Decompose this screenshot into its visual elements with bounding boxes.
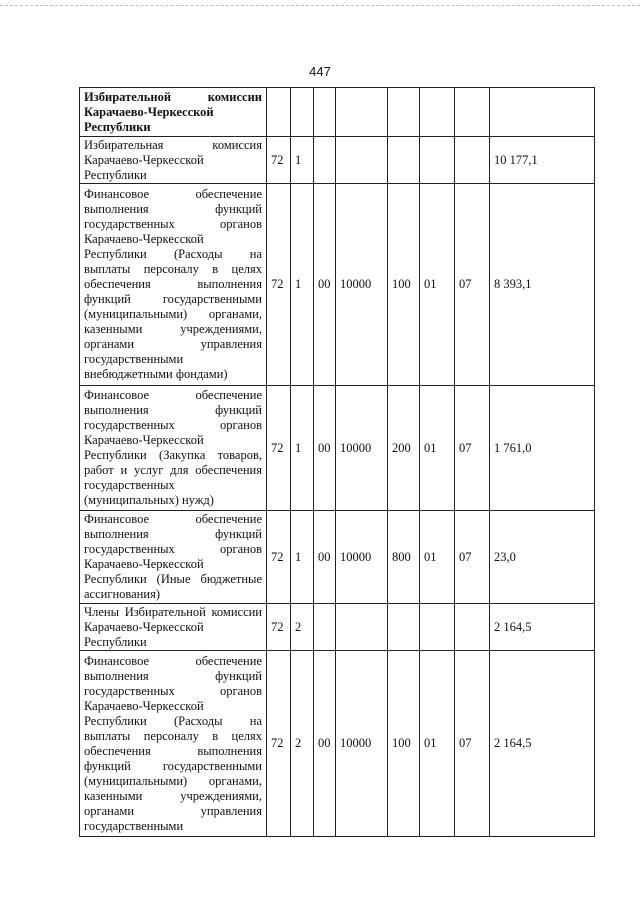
cell-rz: 2 xyxy=(291,604,314,651)
row-name: Члены Избирательной комиссии Карачаево-Черкесской Республики xyxy=(80,604,267,651)
cell-rz: 1 xyxy=(291,137,314,184)
cell-k1 xyxy=(420,604,455,651)
budget-table xyxy=(79,87,595,837)
cell-k1: 01 xyxy=(420,184,455,386)
table-row xyxy=(80,88,595,137)
cell-rz: 1 xyxy=(291,511,314,604)
table-row xyxy=(80,651,595,837)
row-name: Избирательной комиссии Карачаево-Черкесской Республики xyxy=(80,88,267,137)
cell-vr: 200 xyxy=(388,386,420,511)
cell-sum: 23,0 xyxy=(490,511,595,604)
cell-ved: 72 xyxy=(267,651,291,837)
row-name: Финансовое обеспечение выполнения функций государственных органов Карачаево-Черкесской Республики (Закупка товаров, работ и услуг для обеспечения государственных (муниципальных) нужд) xyxy=(80,386,267,511)
table-row xyxy=(80,604,595,651)
cell-sum: 2 164,5 xyxy=(490,651,595,837)
cell-vr xyxy=(388,88,420,137)
cell-sum xyxy=(490,88,595,137)
cell-k2: 07 xyxy=(455,184,490,386)
cell-sum: 10 177,1 xyxy=(490,137,595,184)
cell-csr xyxy=(336,137,388,184)
cell-sum: 2 164,5 xyxy=(490,604,595,651)
cell-k1 xyxy=(420,137,455,184)
cell-prz xyxy=(314,137,336,184)
cell-prz: 00 xyxy=(314,511,336,604)
cell-k2: 07 xyxy=(455,511,490,604)
cell-ved: 72 xyxy=(267,511,291,604)
cell-csr: 10000 xyxy=(336,386,388,511)
cell-ved: 72 xyxy=(267,184,291,386)
cell-csr: 10000 xyxy=(336,184,388,386)
cell-rz: 2 xyxy=(291,651,314,837)
cell-rz xyxy=(291,88,314,137)
row-name: Финансовое обеспечение выполнения функций государственных органов Карачаево-Черкесской Республики (Иные бюджетные ассигнования) xyxy=(80,511,267,604)
cell-prz: 00 xyxy=(314,386,336,511)
table-row xyxy=(80,137,595,184)
cell-sum: 1 761,0 xyxy=(490,386,595,511)
cell-vr xyxy=(388,137,420,184)
cell-ved: 72 xyxy=(267,604,291,651)
cell-k1: 01 xyxy=(420,386,455,511)
page-number: 447 xyxy=(309,64,331,79)
row-name: Финансовое обеспечение выполнения функций государственных органов Карачаево-Черкесской Республики (Расходы на выплаты персоналу в целях обеспечения выполнения функций государственными (муниципальными) органами, казенными учреждениями, органами управления государственными xyxy=(80,651,267,837)
cell-prz xyxy=(314,88,336,137)
cell-vr: 800 xyxy=(388,511,420,604)
row-name: Избирательная комиссия Карачаево-Черкесской Республики xyxy=(80,137,267,184)
cell-k1 xyxy=(420,88,455,137)
cell-csr xyxy=(336,88,388,137)
table-row xyxy=(80,184,595,386)
table-row xyxy=(80,511,595,604)
cell-vr: 100 xyxy=(388,651,420,837)
scan-edge-line xyxy=(0,5,640,6)
cell-prz: 00 xyxy=(314,184,336,386)
cell-k2 xyxy=(455,88,490,137)
cell-k1: 01 xyxy=(420,651,455,837)
cell-ved: 72 xyxy=(267,386,291,511)
cell-k2 xyxy=(455,137,490,184)
cell-vr: 100 xyxy=(388,184,420,386)
cell-rz: 1 xyxy=(291,184,314,386)
cell-k1: 01 xyxy=(420,511,455,604)
cell-ved xyxy=(267,88,291,137)
row-name: Финансовое обеспечение выполнения функций государственных органов Карачаево-Черкесской Республики (Расходы на выплаты персоналу в целях обеспечения выполнения функций государственными (муниципальными) органами, казенными учреждениями, органами управления государственными внебюджетными фондами) xyxy=(80,184,267,386)
cell-ved: 72 xyxy=(267,137,291,184)
cell-csr xyxy=(336,604,388,651)
cell-prz xyxy=(314,604,336,651)
table-row xyxy=(80,386,595,511)
cell-rz: 1 xyxy=(291,386,314,511)
cell-sum: 8 393,1 xyxy=(490,184,595,386)
cell-k2: 07 xyxy=(455,386,490,511)
cell-prz: 00 xyxy=(314,651,336,837)
cell-k2 xyxy=(455,604,490,651)
cell-csr: 10000 xyxy=(336,511,388,604)
cell-k2: 07 xyxy=(455,651,490,837)
cell-vr xyxy=(388,604,420,651)
cell-csr: 10000 xyxy=(336,651,388,837)
